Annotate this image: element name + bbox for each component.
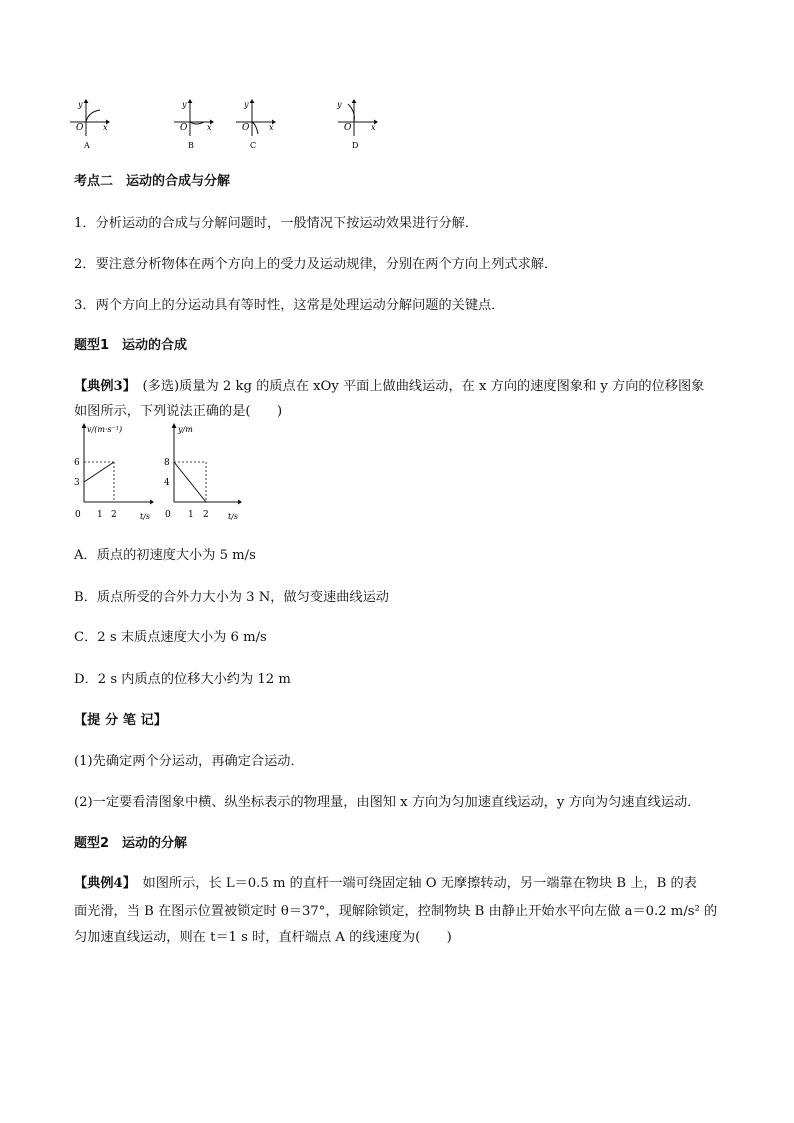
displacement-xtick-0: 0	[165, 510, 171, 520]
graph-d-x: x	[371, 123, 376, 132]
point-1: 1．分析运动的合成与分解问题时，一般情况下按运动效果进行分解．	[74, 216, 479, 231]
example3-text: (多选)质量为 2 kg 的质点在 xOy 平面上做曲线运动，在 x 方向的速度图象和 y 方向的位移图象	[129, 379, 705, 394]
graph-a-x: x	[103, 123, 108, 132]
graph-a-o: O	[76, 123, 84, 133]
graph-c-o: O	[242, 123, 250, 133]
option-b: B．质点所受的合外力大小为 3 N，做匀变速曲线运动	[74, 590, 389, 605]
option-c: C．2 s 末质点速度大小为 6 m/s	[74, 630, 267, 645]
displacement-xtick-2: 2	[203, 510, 209, 520]
velocity-xtick-2: 2	[111, 510, 117, 520]
displacement-xlabel: t/s	[228, 512, 239, 521]
graph-d-y: y	[337, 100, 342, 109]
section-heading: 考点二 运动的合成与分解	[74, 174, 231, 189]
point-2: 2．要注意分析物体在两个方向上的受力及运动规律，分别在两个方向上列式求解．	[74, 257, 558, 272]
graph-c-x: x	[269, 123, 274, 132]
graph-a	[70, 99, 110, 150]
example4-tag: 【典例4】	[74, 876, 130, 891]
displacement-ytick-8: 8	[164, 458, 170, 468]
graph-b-y: y	[182, 100, 187, 109]
type2-heading: 题型2 运动的分解	[74, 836, 188, 851]
type1-heading: 题型1 运动的合成	[74, 338, 188, 353]
graph-d-label: D	[352, 141, 359, 150]
example4-text: 如图所示，长 L＝0.5 m 的直杆一端可绕固定轴 O 无摩擦转动，另一端靠在物块 B 上，B 的表	[129, 876, 697, 891]
displacement-xtick-1: 1	[188, 510, 194, 520]
graph-b-label: B	[188, 141, 194, 150]
note-1: (1)先确定两个分运动，再确定合运动．	[74, 754, 304, 769]
displacement-ylabel: y/m	[178, 425, 193, 434]
velocity-ytick-6: 6	[74, 458, 80, 468]
example4-line2: 面光滑，当 B 在图示位置被锁定时 θ＝37°，现解除锁定，控制物块 B 由静止开始水平向左做 a＝0.2 m/s² 的	[74, 904, 718, 919]
graph-b-x: x	[207, 123, 212, 132]
velocity-xlabel: t/s	[140, 512, 151, 521]
graph-c-y: y	[244, 100, 249, 109]
graph-a-y: y	[78, 100, 83, 109]
graph-c	[236, 99, 276, 150]
example3-tag: 【典例3】	[74, 379, 130, 394]
displacement-line	[174, 462, 206, 502]
example4-line3: 匀加速直线运动，则在 t＝1 s 时，直杆端点 A 的线速度为( )	[74, 930, 452, 945]
graph-d	[336, 99, 378, 150]
example3-line1	[74, 377, 704, 397]
point-3: 3．两个方向上的分运动具有等时性，这常是处理运动分解问题的关键点．	[74, 298, 505, 313]
note-2: (2)一定要看清图象中横、纵坐标表示的物理量，由图知 x 方向为匀加速直线运动，y 方向为匀速直线运动．	[74, 795, 701, 810]
velocity-xtick-1: 1	[97, 510, 103, 520]
velocity-xtick-0: 0	[75, 510, 81, 520]
velocity-graph	[70, 420, 160, 524]
velocity-line	[84, 462, 114, 482]
example4-line1	[74, 874, 697, 894]
displacement-graph	[160, 420, 250, 524]
graph-d-o: O	[344, 123, 352, 133]
option-graphs	[66, 96, 386, 152]
velocity-ylabel: v/(m·s⁻¹)	[87, 425, 123, 434]
option-a: A．质点的初速度大小为 5 m/s	[74, 548, 256, 563]
displacement-ytick-4: 4	[164, 478, 170, 488]
graph-c-label: C	[250, 141, 257, 150]
example3-line2: 如图所示，下列说法正确的是( )	[74, 404, 283, 419]
graph-b	[174, 99, 214, 150]
graph-a-label: A	[84, 141, 90, 150]
graph-b-o: O	[180, 123, 188, 133]
velocity-ytick-3: 3	[74, 478, 80, 488]
option-d: D．2 s 内质点的位移大小约为 12 m	[74, 672, 291, 687]
notes-heading: 【提 分 笔 记】	[74, 713, 167, 728]
